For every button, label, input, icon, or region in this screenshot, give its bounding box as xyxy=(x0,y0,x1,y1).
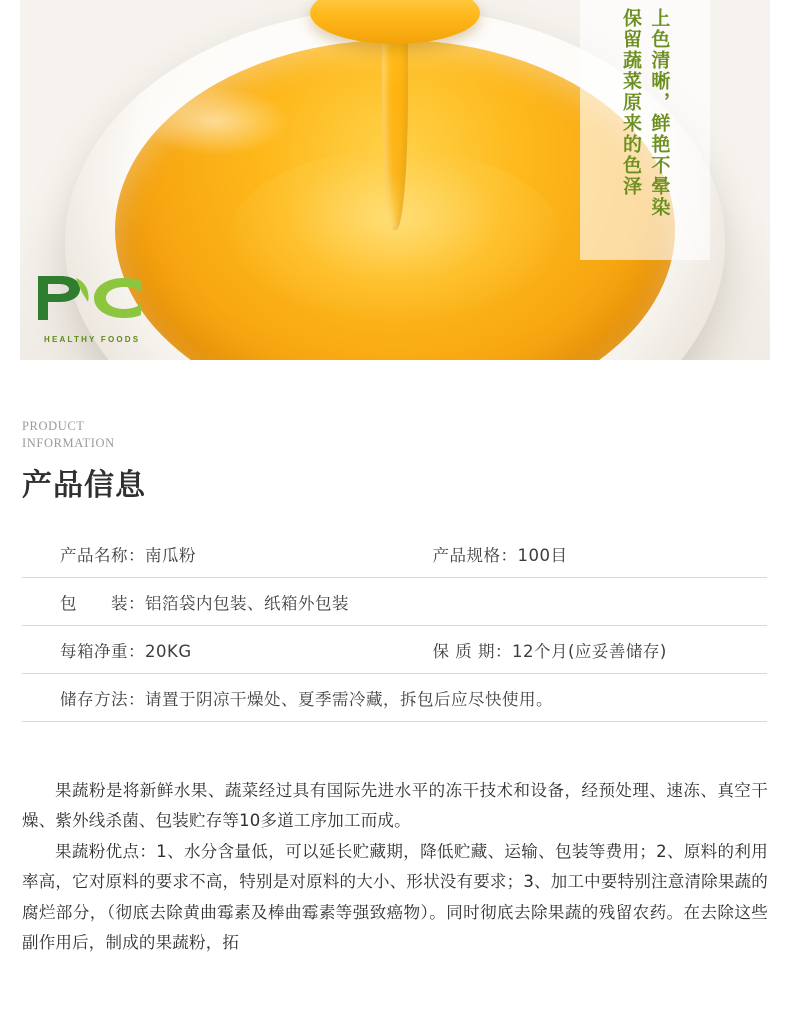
paragraph-1: 果蔬粉是将新鲜水果、蔬菜经过具有国际先进水平的冻干技术和设备，经预处理、速冻、真空干燥、紫外线杀菌、包装贮存等10多道工序加工而成。 xyxy=(22,780,768,831)
brand-logo xyxy=(32,272,162,342)
spec-storage: 储存方法：请置于阴凉干燥处、夏季需冷藏，拆包后应尽快使用。 xyxy=(22,674,767,722)
logo-tagline: HEALTHY FOODS xyxy=(44,335,141,344)
hero-banner xyxy=(20,0,770,360)
logo-mark-icon xyxy=(32,272,150,324)
eyebrow-line-1: PRODUCT xyxy=(22,419,85,433)
hero-caption-box xyxy=(580,0,710,260)
body-copy xyxy=(0,776,790,959)
paragraph-2: 果蔬粉优点：1、水分含量低，可以延长贮藏期，降低贮藏、运输、包装等费用；2、原料的利用率高，它对原料的要求不高，特别是对原料的大小、形状没有要求；3、加工中要特别注意清除果蔬的腐烂部分，（彻底去除黄曲霉素及棒曲霉素等强致癌物）。同时彻底去除果蔬的残留农药。在去除这些副作用后，制成的果蔬粉，拓 xyxy=(22,841,768,953)
table-row xyxy=(22,530,767,578)
spec-product-spec: 产品规格：100目 xyxy=(395,530,768,578)
hero-caption-left: 保留蔬菜原来的色泽 xyxy=(620,8,642,197)
table-row xyxy=(22,674,767,722)
page-title: 产品信息 xyxy=(22,467,146,503)
eyebrow-line-2: INFORMATION xyxy=(22,435,115,450)
section-eyebrow xyxy=(22,418,768,452)
spec-shelf-life: 保 质 期：12个月(应妥善储存) xyxy=(395,626,768,674)
spec-table xyxy=(22,530,767,722)
spec-net-weight: 每箱净重：20KG xyxy=(22,626,395,674)
product-info-section xyxy=(0,360,790,722)
spec-packaging: 包 装：铝箔袋内包装、纸箱外包装 xyxy=(22,578,767,626)
spec-product-name: 产品名称：南瓜粉 xyxy=(22,530,395,578)
table-row xyxy=(22,626,767,674)
bowl-gloss xyxy=(140,86,290,156)
table-row xyxy=(22,578,767,626)
hero-caption-right: 上色清晰，鲜艳不晕染 xyxy=(648,8,671,218)
